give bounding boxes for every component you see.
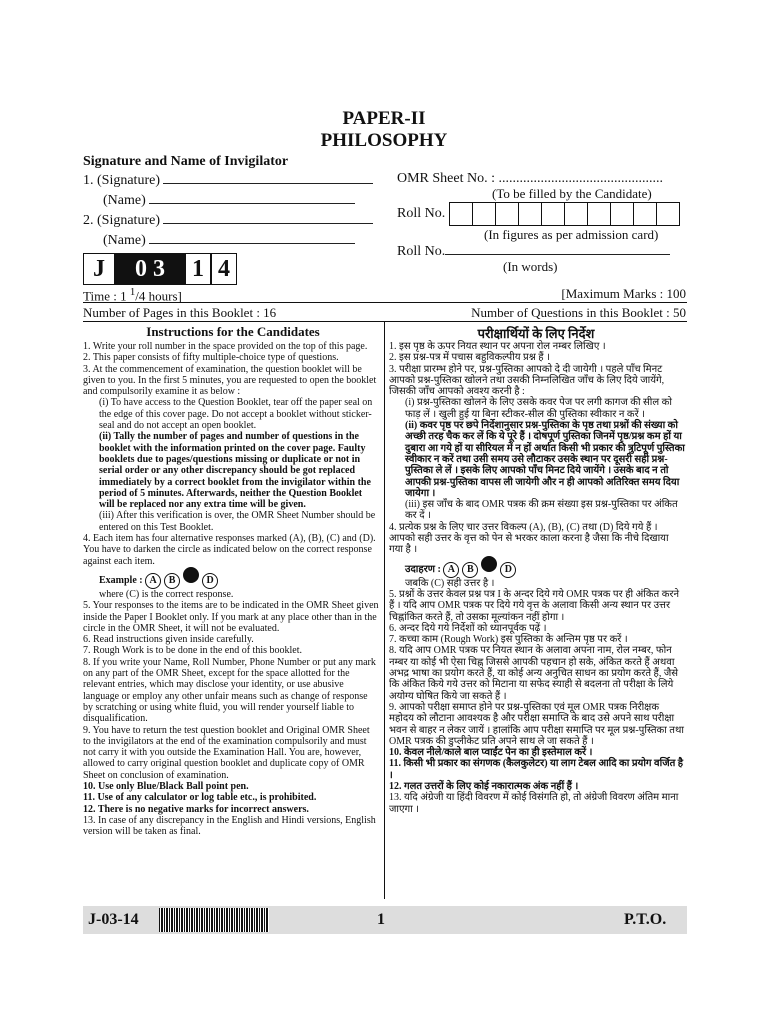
page-number: 1 (377, 911, 385, 928)
footer-code: J-03-14 (88, 911, 139, 928)
pto-label: P.T.O. (624, 911, 667, 928)
divider-2 (83, 321, 687, 322)
roll-words-field[interactable]: Roll No. (397, 244, 670, 260)
roll-note: (In figures as per admission card) (484, 227, 659, 242)
column-divider (384, 322, 385, 899)
exam-code-year: 4 (211, 253, 237, 285)
exam-code-part: 1 (185, 253, 211, 285)
barcode (159, 908, 269, 932)
max-marks: [Maximum Marks : 100 (561, 286, 686, 301)
omr-note: (To be filled by the Candidate) (492, 186, 652, 201)
english-title: Instructions for the Candidates (146, 324, 320, 339)
roll-words-note: (In words) (503, 259, 558, 274)
english-example: Example : A B D (83, 567, 379, 589)
divider-1 (83, 302, 687, 303)
invigilator-heading: Signature and Name of Invigilator (83, 154, 289, 169)
exam-code (83, 253, 237, 285)
questions-count: Number of Questions in this Booklet : 50 (471, 305, 686, 320)
exam-code-prefix: J (83, 253, 115, 285)
invigilator-name-1: (Name) (103, 191, 355, 209)
hindi-example: उदाहरण : A B D (389, 556, 685, 578)
time-info: Time : 1 $^1$/4 hours] (83, 286, 182, 304)
hindi-title: परीक्षार्थियों के लिए निर्देश (477, 326, 595, 341)
paper-title: PAPER-II (342, 108, 426, 129)
exam-code-subject: 0 3 (115, 253, 185, 285)
hindi-instructions: 1. इस पृष्ठ के ऊपर नियत स्थान पर अपना रोल नम्बर लिखिए । 2. इस प्रश्न-पत्र में पचास बहुविकल्पीय प्रश्न हैं । 3. परीक्षा प्रारम्भ होने पर, प्रश्न-पुस्तिका आपको दे दी जायेगी । पहले पाँच मिनट आपको प्रश्न-पुस्तिका खोलने तथा उसकी निम्नलिखित जाँच के लिए दिये जायेंगे, जिसकी जाँच आपको अवश्य करनी है : (i) प्रश्न-पुस्तिका खोलने के लिए उसके कवर पेज पर लगी कागज की सील को फाड़ लें । खुली हुई या बिना स्टीकर-सील की पुस्तिका स्वीकार न करें । (ii) कवर पृष्ठ पर छपे निर्देशानुसार प्रश्न-पुस्तिका के पृष्ठ तथा प्रश्नों की संख्या को अच्छी तरह चैक कर लें कि ये पूरे हैं । दोषपूर्ण पुस्तिका जिनमें पृष्ठ/प्रश्न कम हों या दुबारा आ गये हों या सीरियल में न हों अर्थात किसी भी प्रकार की त्रुटिपूर्ण पुस्तिका स्वीकार न करें तथा उसी समय उसे लौटाकर उसके स्थान पर दूसरी सही प्रश्न-पुस्तिका ले लें । इसके लिए आपको पाँच मिनट दिये जायेंगे । उसके बाद न तो आपकी प्रश्न-पुस्तिका वापस ली जायेगी और न ही आपको अतिरिक्त समय दिया जायेगा । (iii) इस जाँच के बाद OMR पत्रक की क्रम संख्या इस प्रश्न-पुस्तिका पर अंकित कर दें । 4. प्रत्येक प्रश्न के लिए चार उत्तर विकल्प (A), (B), (C) तथा (D) दिये गये हैं । आपको सही उत्तर के वृत्त को पेन से भरकर काला करना है जैसा कि नीचे दिखाया गया है । उदाहरण : A B D जबकि (C) सही उत्तर है । 5. प्रश्नों के उत्तर केवल प्रश्न पत्र I के अन्दर दिये गये OMR पत्रक पर ही अंकित करने हैं । यदि आप OMR पत्रक पर दिये गये वृत्त के अलावा किसी अन्य स्थान पर उत्तर चिह्नांकित करते हैं, तो उसका मूल्यांकन नहीं होगा । 6. अन्दर दिये गये निर्देशों को ध्यानपूर्वक पढ़ें । 7. कच्चा काम (Rough Work) इस पुस्तिका के अन्तिम पृष्ठ पर करें । 8. यदि आप OMR पत्रक पर नियत स्थान के अलावा अपना नाम, रोल नम्बर, फोन नम्बर या कोई भी ऐसा चिह्न जिससे आपकी पहचान हो सके, अंकित करते हैं अथवा अभद्र भाषा का प्रयोग करते हैं, या कोई अन्य अनुचित साधन का प्रयोग करते हैं, जैसे कि अंकित किये गये उत्तर को मिटाना या सफेद स्याही से बदलना तो परीक्षा के लिये अयोग्य घोषित किये जा सकते हैं । 9. आपको परीक्षा समाप्त होने पर प्रश्न-पुस्तिका एवं मूल OMR पत्रक निरीक्षक महोदय को लौटाना आवश्यक है और परीक्षा समाप्ति के बाद उसे अपने साथ परीक्षा भवन से बाहर न लेकर जायें । हालांकि आप परीक्षा समाप्ति पर मूल प्रश्न-पुस्तिका तथा OMR पत्रक की डुप्लीकेट प्रति अपने साथ ले जा सकते हैं । 10. केवल नीले/काले बाल प्वाईंट पेन का ही इस्तेमाल करें । 11. किसी भी प्रकार का संगणक (कैलकुलेटर) या लाग टेबल आदि का प्रयोग वर्जित है । 12. गलत उत्तरों के लिए कोई नकारात्मक अंक नहीं हैं । 13. यदि अंग्रेजी या हिंदी विवरण में कोई विसंगति हो, तो अंग्रेजी विवरण अंतिम माना जाएगा । (389, 341, 685, 815)
pages-count: Number of Pages in this Booklet : 16 (83, 305, 277, 320)
invigilator-name-2: (Name) (103, 231, 355, 249)
roll-boxes[interactable] (450, 202, 680, 226)
roll-label: Roll No. (397, 206, 446, 221)
invigilator-signature-1: 1. (Signature) (83, 171, 373, 189)
invigilator-signature-2: 2. (Signature) (83, 211, 373, 229)
subject-title: PHILOSOPHY (320, 130, 448, 151)
omr-sheet-label: OMR Sheet No. : ............................................... (397, 171, 663, 186)
english-instructions: 1. Write your roll number in the space provided on the top of this page. 2. This paper consists of fifty multiple-choice type of questions. 3. At the commencement of examination, the question booklet will be given to you. In the first 5 minutes, you are requested to open the booklet and compulsorily examine it as below : (i) To have access to the Question Booklet, tear off the paper seal on the edge of this cover page. Do not accept a booklet without sticker-seal and do not accept an open booklet. (ii) Tally the number of pages and number of questions in the booklet with the information printed on the cover page. Faulty booklets due to pages/questions missing or duplicate or not in serial order or any other discrepancy should be got replaced immediately by a correct booklet from the invigilator within the period of 5 minutes. Afterwards, neither the Question Booklet will be replaced nor any extra time will be given. (iii) After this verification is over, the OMR Sheet Number should be entered on this Test Booklet. 4. Each item has four alternative responses marked (A), (B), (C) and (D). You have to darken the circle as indicated below on the correct response against each item. Example : A B D where (C) is the correct response. 5. Your responses to the items are to be indicated in the OMR Sheet given inside the Paper I Booklet only. If you mark at any place other than in the circle in the OMR Sheet, it will not be evaluated. 6. Read instructions given inside carefully. 7. Rough Work is to be done in the end of this booklet. 8. If you write your Name, Roll Number, Phone Number or put any mark on any part of the OMR Sheet, except for the space allotted for the relevant entries, which may disclose your identity, or use abusive language or employ any other unfair means such as change of response by scratching or using white fluid, you will render yourself liable to disqualification. 9. You have to return the test question booklet and Original OMR Sheet to the invigilators at the end of the examination compulsorily and must not carry it with you outside the Examination Hall. You are, however, allowed to carry original question booklet and duplicate copy of OMR Sheet on conclusion of examination. 10. Use only Blue/Black Ball point pen. 11. Use of any calculator or log table etc., is prohibited. 12. There is no negative marks for incorrect answers. 13. In case of any discrepancy in the English and Hindi versions, English version will be taken as final. (83, 341, 379, 838)
